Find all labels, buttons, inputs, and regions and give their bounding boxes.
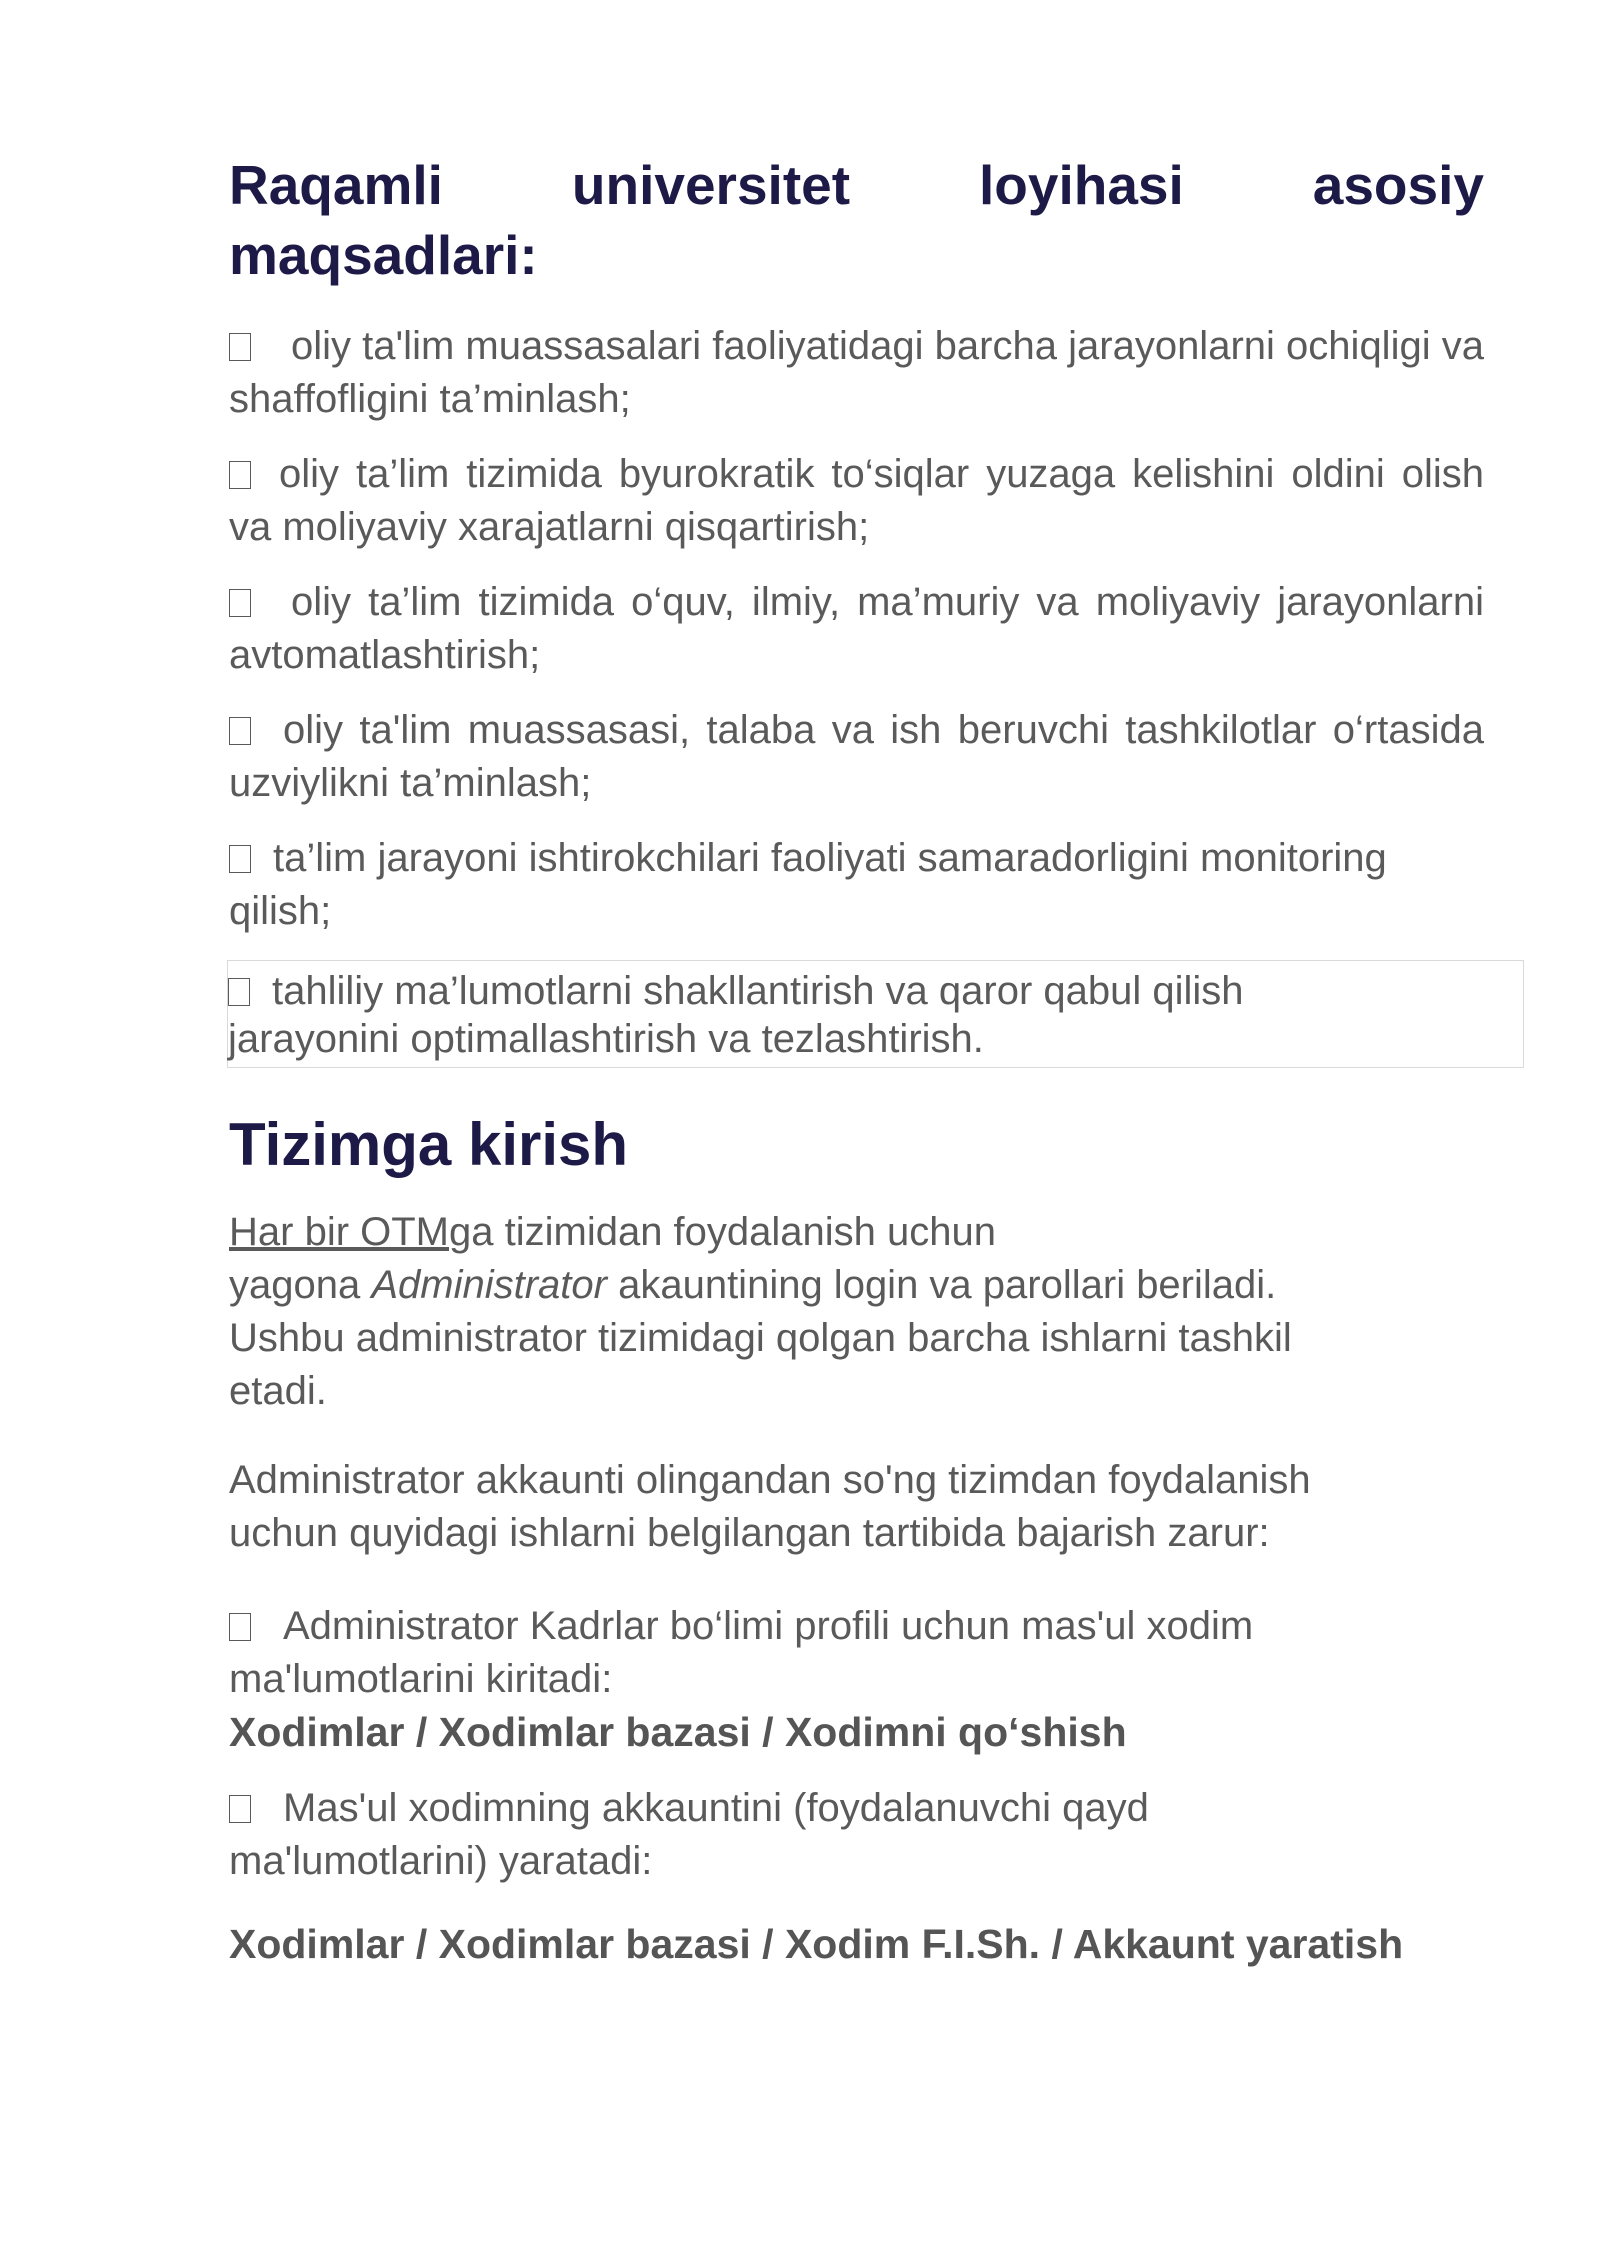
intro-paragraph [229, 1206, 1484, 1418]
goal-bullet-text: oliy ta'lim muassasalari faoliyatidagi barcha jarayonlarni ochiqligi va shaffofligini ta’minlash; [229, 324, 1484, 421]
goal-bullet-boxed [227, 960, 1524, 1068]
heading-word: asosiy [1312, 154, 1484, 216]
bullet-box-icon [228, 978, 250, 1006]
goal-bullet [229, 832, 1484, 938]
step-text: Administrator Kadrlar bo‘limi profili uchun mas'ul xodim [283, 1604, 1254, 1648]
heading-line-1 [229, 150, 1484, 220]
text-span: uchun quyidagi ishlarni belgilangan tartibida bajarish zarur: [229, 1511, 1270, 1555]
text-span: yagona [229, 1263, 372, 1307]
document-page [229, 150, 1484, 1971]
instructions-paragraph [229, 1454, 1484, 1560]
step-text: ma'lumotlarini) yaratadi: [229, 1839, 653, 1883]
heading-line-2: maqsadlari: [229, 224, 538, 286]
bullet-box-icon [229, 333, 251, 361]
goal-bullet [229, 320, 1484, 426]
goal-bullet [229, 576, 1484, 682]
goal-bullet [229, 448, 1484, 554]
step-item [229, 1782, 1484, 1888]
menu-path: Xodimlar / Xodimlar bazasi / Xodim F.I.Sh. / Akkaunt yaratish [229, 1921, 1404, 1967]
menu-path: Xodimlar / Xodimlar bazasi / Xodimni qo‘shish [229, 1709, 1127, 1755]
heading-word: universitet [571, 154, 851, 216]
text-span: akauntining login va parollari beriladi. [606, 1263, 1277, 1307]
heading-word: Raqamli [229, 154, 443, 216]
bullet-box-icon [229, 461, 251, 489]
text-span: ga tizimidan foydalanish uchun [449, 1210, 997, 1254]
text-span: etadi. [229, 1369, 327, 1413]
step-item [229, 1600, 1484, 1760]
underlined-text: Har bir OTM [229, 1210, 449, 1254]
goal-bullet-text: oliy ta’lim tizimida byurokratik to‘siqlar yuzaga kelishini oldini olish va moliyaviy xarajatlarni qisqartirish; [229, 452, 1484, 549]
bullet-box-icon [229, 1795, 251, 1823]
italic-text: Administrator [371, 1263, 607, 1307]
goal-bullet-text: tahliliy ma’lumotlarni shakllantirish va qaror qabul qilish [272, 969, 1244, 1013]
bullet-box-icon [229, 845, 251, 873]
goal-bullet-text: oliy ta’lim tizimida o‘quv, ilmiy, ma’muriy va moliyaviy jarayonlarni avtomatlashtirish; [229, 580, 1484, 677]
goal-bullet [229, 704, 1484, 810]
section-heading-goals [229, 150, 1484, 290]
text-span: Administrator akkaunti olingandan so'ng tizimdan foydalanish [229, 1458, 1311, 1502]
text-span: Ushbu administrator tizimidagi qolgan barcha ishlarni tashkil [229, 1316, 1292, 1360]
bullet-box-icon [229, 589, 251, 617]
heading-word: loyihasi [979, 154, 1184, 216]
goal-bullet-text: ta’lim jarayoni ishtirokchilari faoliyati samaradorligini monitoring qilish; [229, 836, 1387, 933]
section-heading-login: Tizimga kirish [229, 1111, 629, 1178]
goal-bullet-text: oliy ta'lim muassasasi, talaba va ish beruvchi tashkilotlar o‘rtasida uzviylikni ta’minlash; [229, 708, 1484, 805]
step-text: ma'lumotlarini kiritadi: [229, 1657, 613, 1701]
goal-bullet-text: jarayonini optimallashtirish va tezlashtirish. [228, 1017, 984, 1061]
bullet-box-icon [229, 1613, 251, 1641]
step-text: Mas'ul xodimning akkauntini (foydalanuvchi qayd [283, 1786, 1149, 1830]
bullet-box-icon [229, 717, 251, 745]
